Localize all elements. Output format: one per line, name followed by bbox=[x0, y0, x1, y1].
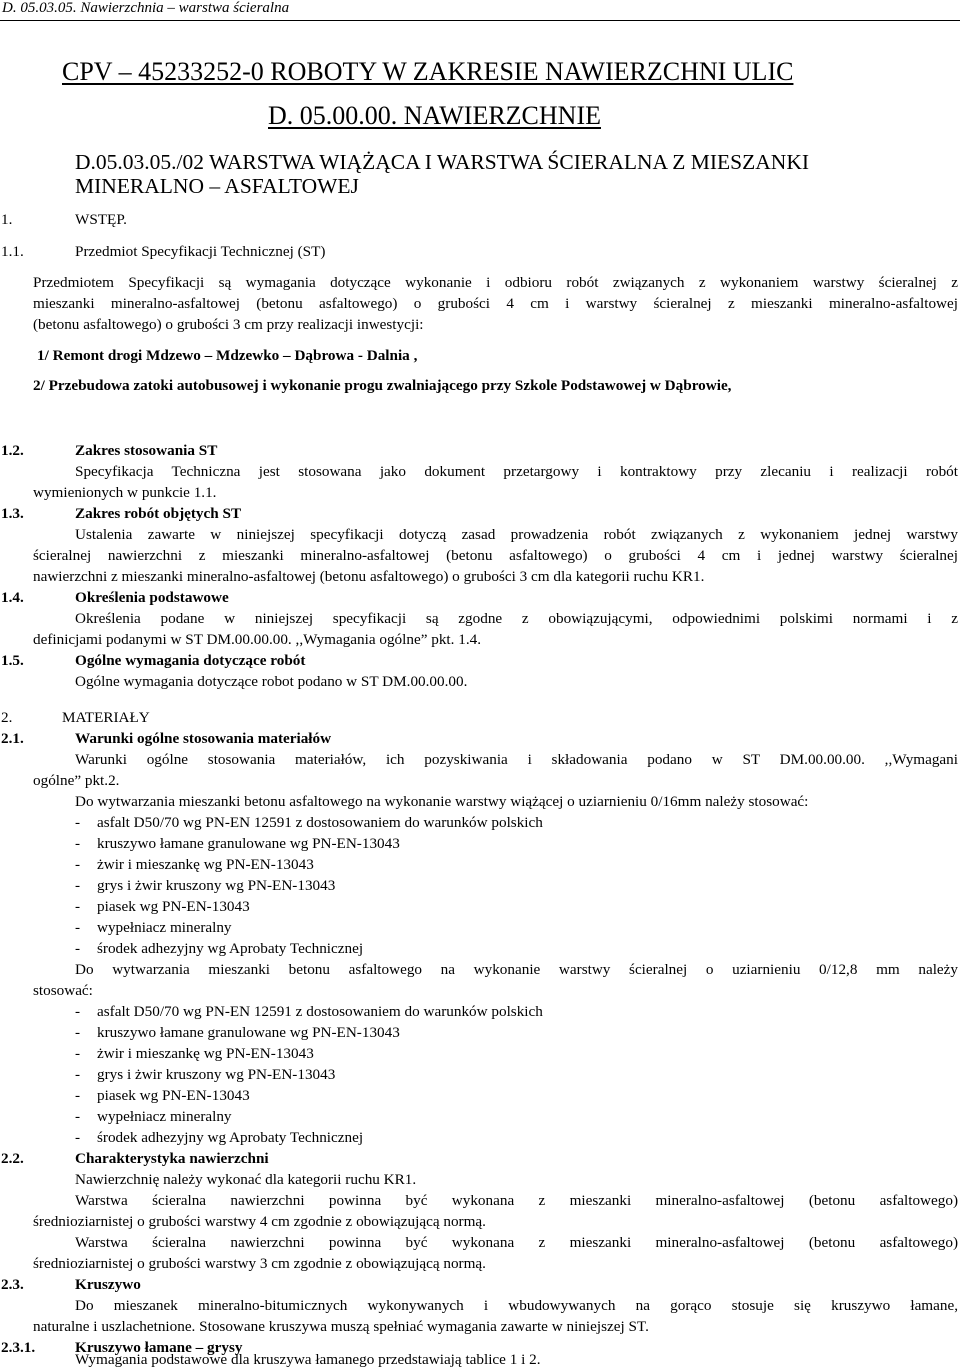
spec-title-line1: D.05.03.05./02 WARSTWA WIĄŻĄCA I WARSTWA ŚCIERALNA Z MIESZANKI bbox=[75, 150, 810, 174]
section-2-3-1-number: 2.3.1. bbox=[1, 1339, 36, 1356]
list1-dash: - bbox=[75, 814, 81, 831]
section-1-number: 1. bbox=[1, 211, 13, 228]
section-2-3-title: Kruszywo bbox=[75, 1276, 141, 1293]
section-1-4-number: 1.4. bbox=[1, 589, 24, 606]
section-2-1-title: Warunki ogólne stosowania materiałów bbox=[75, 730, 332, 747]
list2-dash: - bbox=[75, 1108, 81, 1125]
investment-item-2: 2/ Przebudowa zatoki autobusowej i wykonanie progu zwalniającego przy Szkole Podstawowej w Dąbrowie, bbox=[33, 377, 732, 394]
section-1-2-number: 1.2. bbox=[1, 442, 24, 459]
s21-line1: Warunki ogólne stosowania materiałów, ich pozyskiwania i składowania podano w ST DM.00.00.00. ,,Wymagani bbox=[75, 751, 958, 768]
section-1-4-title: Określenia podstawowe bbox=[75, 589, 229, 606]
s23-line2: naturalne i uszlachetnione. Stosowane kruszywa muszą spełniać wymagania zawarte w niniejszej ST. bbox=[33, 1318, 649, 1335]
list1-item: piasek wg PN-EN-13043 bbox=[97, 898, 250, 915]
list1-item: żwir i mieszankę wg PN-EN-13043 bbox=[97, 856, 314, 873]
list1-item: środek adhezyjny wg Aprobaty Technicznej bbox=[97, 940, 364, 957]
list2-dash: - bbox=[75, 1087, 81, 1104]
s22-line2: Warstwa ścieralna nawierzchni powinna być wykonana z mieszanki mineralno-asfaltowej (betonu asfaltowego) bbox=[75, 1192, 958, 1209]
list2-item: żwir i mieszankę wg PN-EN-13043 bbox=[97, 1045, 314, 1062]
s13-line1: Ustalenia zawarte w niniejszej specyfikacji dotyczą zasad prowadzenia robót związanych z wykonaniem jednej warstwy bbox=[75, 526, 958, 543]
list2-dash: - bbox=[75, 1045, 81, 1062]
section-1-3-number: 1.3. bbox=[1, 505, 24, 522]
s13-line3: nawierzchni z mieszanki mineralno-asfaltowej (betonu asfaltowego) o grubości 3 cm dla kategorii ruchu KR1. bbox=[33, 568, 705, 585]
section-1-5-title: Ogólne wymagania dotyczące robót bbox=[75, 652, 306, 669]
list2-item: piasek wg PN-EN-13043 bbox=[97, 1087, 250, 1104]
cpv-title: CPV – 45233252-0 ROBOTY W ZAKRESIE NAWIERZCHNI ULIC bbox=[62, 57, 794, 86]
section-2-1-number: 2.1. bbox=[1, 730, 24, 747]
list2-dash: - bbox=[75, 1024, 81, 1041]
list2-item: asfalt D50/70 wg PN-EN 12591 z dostosowaniem do warunków polskich bbox=[97, 1003, 543, 1020]
s22-line5: średnioziarnistej o grubości warstwy 3 cm zgodnie z obowiązującą normą. bbox=[33, 1255, 486, 1272]
s23-line1: Do mieszanek mineralno-bitumicznych wykonywanych i wbudowywanych na gorąco stosuje się kruszywo łamane, bbox=[75, 1297, 958, 1314]
s22-line1: Nawierzchnię należy wykonać dla kategorii ruchu KR1. bbox=[75, 1171, 417, 1188]
list1-dash: - bbox=[75, 856, 81, 873]
list1-dash: - bbox=[75, 898, 81, 915]
section-2-3-number: 2.3. bbox=[1, 1276, 24, 1293]
list1-dash: - bbox=[75, 919, 81, 936]
s11-para-line1: Przedmiotem Specyfikacji są wymagania dotyczące wykonanie i odbioru robót związanych z wykonaniem warstwy ścieralnej z bbox=[33, 274, 958, 291]
list1-dash: - bbox=[75, 940, 81, 957]
section-2-3-1-title: Kruszywo łamane – grysy bbox=[75, 1339, 243, 1356]
s12-line2: wymienionych w punkcie 1.1. bbox=[33, 484, 217, 501]
list1-item: asfalt D50/70 wg PN-EN 12591 z dostosowaniem do warunków polskich bbox=[97, 814, 543, 831]
list2-dash: - bbox=[75, 1066, 81, 1083]
list1-item: wypełniacz mineralny bbox=[97, 919, 232, 936]
s21-line2: ogólne” pkt.2. bbox=[33, 772, 120, 789]
list2-item: środek adhezyjny wg Aprobaty Technicznej bbox=[97, 1129, 364, 1146]
s21-line5: stosować: bbox=[33, 982, 93, 999]
s11-para-line2: mieszanki mineralno-asfaltowej (betonu asfaltowego) o grubości 4 cm i warstwy ścieralnej z mieszanki mineralno-asfaltowej bbox=[33, 295, 958, 312]
s231-line1: Wymagania podstawowe dla kruszywa łamanego przedstawiają tablice 1 i 2. bbox=[75, 1351, 541, 1368]
list2-item: kruszywo łamane granulowane wg PN-EN-13043 bbox=[97, 1024, 400, 1041]
list1-item: grys i żwir kruszony wg PN-EN-13043 bbox=[97, 877, 336, 894]
section-2-title: MATERIAŁY bbox=[62, 709, 150, 726]
section-2-number: 2. bbox=[1, 709, 13, 726]
section-1-1-title: Przedmiot Specyfikacji Technicznej (ST) bbox=[75, 243, 326, 260]
section-2-2-number: 2.2. bbox=[1, 1150, 24, 1167]
list2-dash: - bbox=[75, 1129, 81, 1146]
group-title: D. 05.00.00. NAWIERZCHNIE bbox=[268, 101, 601, 130]
s21-line3: Do wytwarzania mieszanki betonu asfaltowego na wykonanie warstwy wiążącej o uziarnieniu 0/16mm należy stosować: bbox=[75, 793, 809, 810]
section-1-2-title: Zakres stosowania ST bbox=[75, 442, 218, 459]
section-2-2-title: Charakterystyka nawierzchni bbox=[75, 1150, 269, 1167]
s14-line1: Określenia podane w niniejszej specyfikacji są zgodne z obowiązującymi, odpowiednimi polskimi normami i z bbox=[75, 610, 958, 627]
s15-line1: Ogólne wymagania dotyczące robot podano w ST DM.00.00.00. bbox=[75, 673, 468, 690]
list1-dash: - bbox=[75, 835, 81, 852]
section-1-1-number: 1.1. bbox=[1, 243, 24, 260]
s22-line4: Warstwa ścieralna nawierzchni powinna być wykonana z mieszanki mineralno-asfaltowej (betonu asfaltowego) bbox=[75, 1234, 958, 1251]
s14-line2: definicjami podanymi w ST DM.00.00.00. ,,Wymagania ogólne” pkt. 1.4. bbox=[33, 631, 482, 648]
list2-item: grys i żwir kruszony wg PN-EN-13043 bbox=[97, 1066, 336, 1083]
list2-dash: - bbox=[75, 1003, 81, 1020]
s13-line2: ścieralnej nawierzchni z mieszanki mineralno-asfaltowej (betonu asfaltowego) o grubości 4 cm i jednej warstwy ścieralnej bbox=[33, 547, 958, 564]
s12-line1: Specyfikacja Techniczna jest stosowana jako dokument przetargowy i kontraktowy przy zlecaniu i realizacji robót bbox=[75, 463, 958, 480]
list1-item: kruszywo łamane granulowane wg PN-EN-13043 bbox=[97, 835, 400, 852]
section-1-5-number: 1.5. bbox=[1, 652, 24, 669]
section-1-title: WSTĘP. bbox=[75, 211, 127, 228]
spec-title-line2: MINERALNO – ASFALTOWEJ bbox=[75, 174, 359, 198]
s21-line4: Do wytwarzania mieszanki betonu asfaltowego na wykonanie warstwy ścieralnej o uziarnieniu 0/12,8 mm należy bbox=[75, 961, 958, 978]
list2-item: wypełniacz mineralny bbox=[97, 1108, 232, 1125]
header-rule bbox=[0, 20, 960, 21]
section-1-3-title: Zakres robót objętych ST bbox=[75, 505, 242, 522]
s11-para-line3: (betonu asfaltowego) o grubości 3 cm przy realizacji inwestycji: bbox=[33, 316, 424, 333]
investment-item-1: 1/ Remont drogi Mdzewo – Mdzewko – Dąbrowa - Dalnia , bbox=[37, 347, 418, 364]
list1-dash: - bbox=[75, 877, 81, 894]
s22-line3: średnioziarnistej o grubości warstwy 4 cm zgodnie z obowiązującą normą. bbox=[33, 1213, 486, 1230]
running-header: D. 05.03.05. Nawierzchnia – warstwa ścieralna bbox=[2, 0, 290, 16]
